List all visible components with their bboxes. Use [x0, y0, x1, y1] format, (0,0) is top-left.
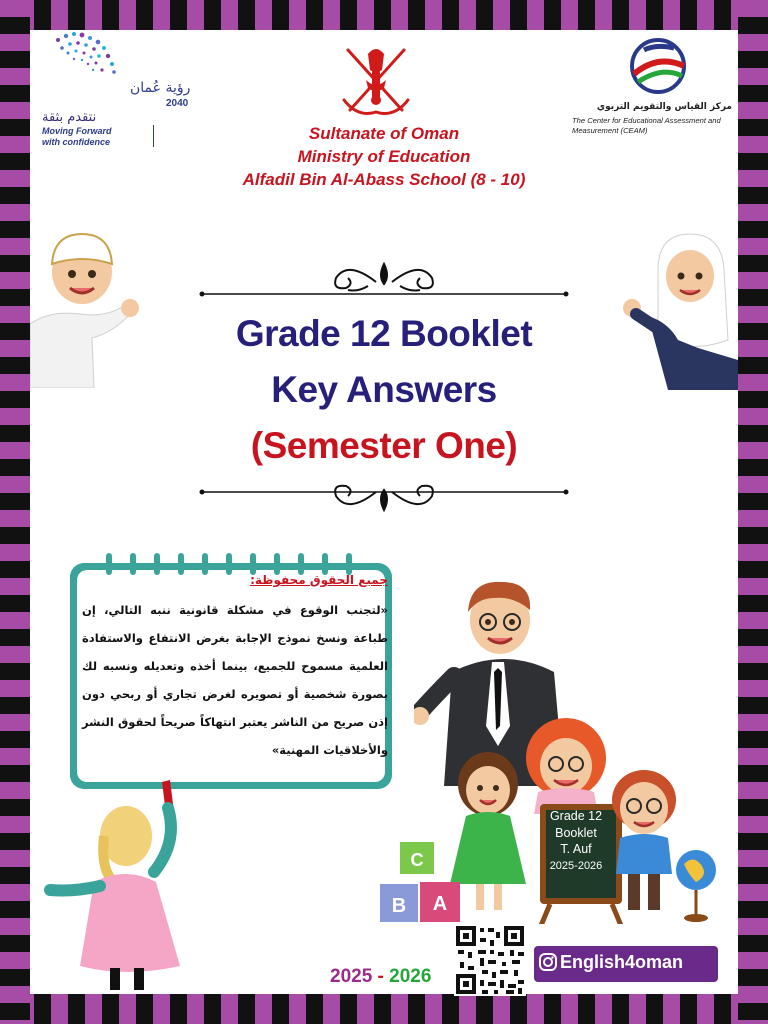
- title-line-semester: (Semester One): [250, 425, 518, 466]
- vision-swirl-icon: [38, 28, 228, 108]
- notice-heading: جميع الحقوق محفوظة:: [250, 573, 388, 587]
- year-start: 2025: [330, 966, 373, 987]
- year-end: 2026: [389, 966, 432, 987]
- title-line-key-answers: Key Answers: [271, 369, 497, 410]
- ceam-name-arabic: مركز القياس والتقويم التربوي: [596, 102, 732, 112]
- block-letter-c: C: [410, 850, 424, 870]
- year-separator: -: [372, 966, 390, 987]
- vision-slogan-arabic: نتقدم بثقة: [42, 110, 97, 125]
- instagram-icon: [538, 952, 558, 972]
- ceam-name-english: The Center for Educational Assessment and Measurement (CEAM): [572, 116, 721, 135]
- chalkboard-line1: Grade 12: [549, 809, 603, 823]
- vision-year: 2040: [166, 98, 189, 109]
- chalkboard-line3: T. Auf: [560, 842, 592, 856]
- ceam-logo: [572, 36, 738, 136]
- top-flourish-divider: [198, 256, 570, 300]
- abc-blocks-illustration: [380, 842, 480, 932]
- qr-code[interactable]: [454, 924, 526, 996]
- school-heading: [0, 122, 768, 191]
- vision-slogan-line2: with confidence: [42, 137, 111, 147]
- vision-ruya-text: رؤية عُمان: [130, 80, 191, 96]
- girl-waving-illustration: [618, 230, 738, 390]
- school-name: Alfadil Bin Al-Abass School (8 - 10): [242, 170, 526, 189]
- boy-waving-illustration: [30, 228, 142, 388]
- academic-year: [330, 966, 431, 988]
- bottom-flourish-divider: [198, 474, 570, 518]
- vision-slogan-line1: Moving Forward: [42, 126, 112, 136]
- chalkboard-line2: Booklet: [555, 825, 597, 840]
- block-letter-a: A: [432, 893, 448, 915]
- chalkboard-line4: 2025-2026: [549, 859, 603, 872]
- block-letter-b: B: [391, 895, 407, 917]
- ceam-globe-icon: [578, 36, 738, 102]
- oman-emblem-icon: [338, 40, 414, 120]
- girl-writing-illustration: [44, 772, 194, 994]
- country-name: Sultanate of Oman: [308, 124, 460, 143]
- chalkboard-text: [540, 808, 612, 874]
- ministry-name: Ministry of Education: [297, 147, 471, 166]
- title-line-grade: Grade 12 Booklet: [235, 313, 533, 354]
- instagram-handle[interactable]: English4oman: [560, 952, 684, 972]
- notice-body: «لتجنب الوقوع في مشكلة قانونية ننبه التالي، إن طباعة ونسخ نموذج الإجابة بغرض الانتفاع والاستفادة العلمية مسموح للجميع، بينما أخذه وتعديله ونسبه لك بصورة شخصية أو تصويره لغرض تجاري أو ربحي دون إذن صريح من الناشر يعتبر انتهاكاً صريحاً لحقوق النشر والأخلاقيات المهنية»: [82, 603, 388, 757]
